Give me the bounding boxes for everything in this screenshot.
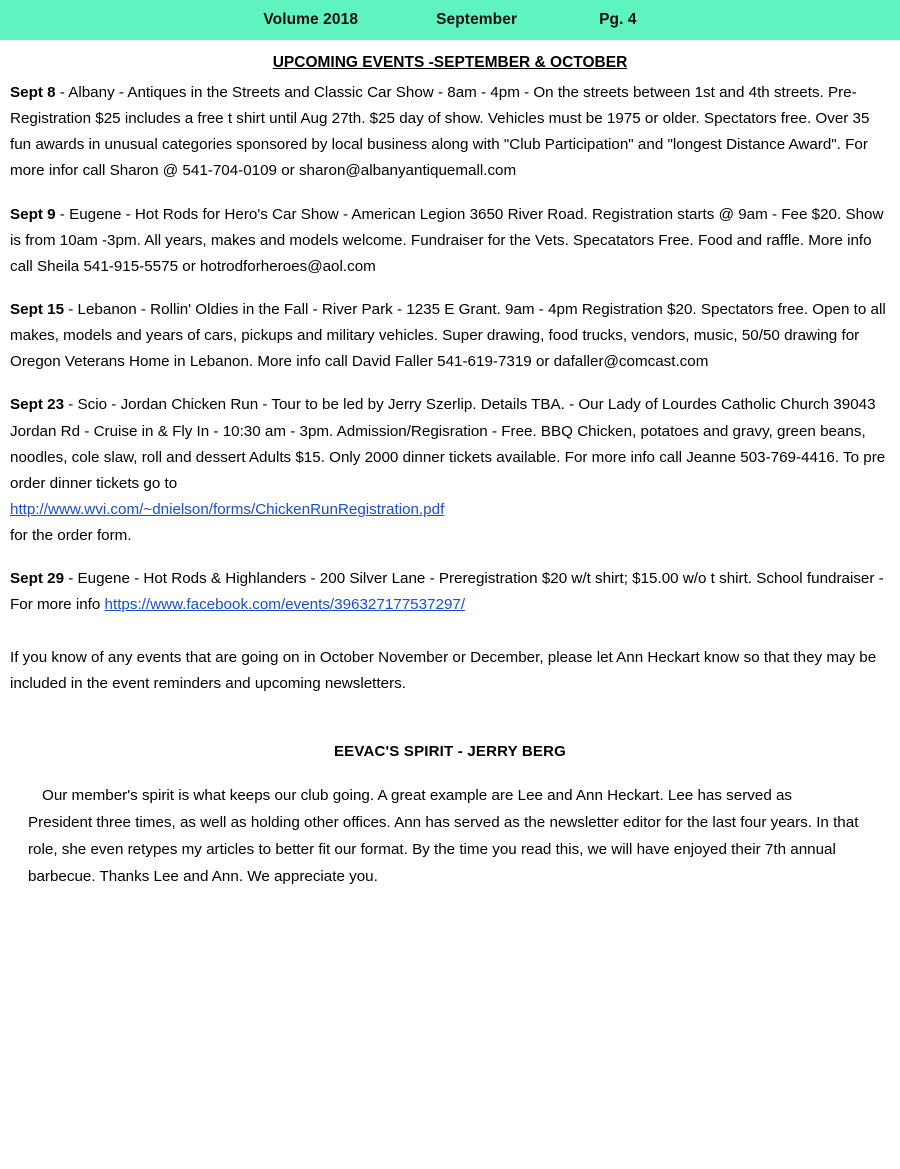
spacer — [10, 697, 890, 743]
chicken-run-registration-link[interactable]: http://www.wvi.com/~dnielson/forms/ChickenRunRegistration.pdf — [10, 500, 445, 518]
facebook-event-link[interactable]: https://www.facebook.com/events/396327177537297/ — [104, 596, 466, 614]
event-text: - Eugene - Hot Rods & Highlanders - 200 Silver Lane - Preregistration $20 w/t shirt; $15.00 w/o t shirt. School fundraiser - For more info — [10, 570, 884, 614]
event-date: Sept 23 — [10, 396, 65, 414]
event-text: - Scio - Jordan Chicken Run - Tour to be led by Jerry Szerlip. Details TBA. - Our Lady of Lourdes Catholic Church 39043 Jordan Rd - Cruise in & Fly In - 10:30 am - 3pm. Admission/Regisration - Free. BBQ Chicken, potatoes and gravy, green beans, noodles, cole slaw, roll and dessert Adults $15. Only 2000 dinner tickets available. For more info call Jeanne 503-769-4416. To pre order dinner tickets go to — [10, 396, 886, 492]
events-closing-note: If you know of any events that are going on in October November or December, please let Ann Heckart know so that they may be included in the event reminders and upcoming newsletters. — [10, 648, 877, 692]
header-inner — [263, 11, 636, 29]
event-text: - Lebanon - Rollin' Oldies in the Fall - River Park - 1235 E Grant. 9am - 4pm Registration $20. Spectators free. Open to all makes, models and years of cars, pickups and military vehicles. Super drawing, food trucks, vendors, music, 50/50 drawing for Oregon Veterans Home in Lebanon. More info call David Faller 541-619-7319 or dafaller@comcast.com — [10, 300, 886, 371]
spirit-section-title: EEVAC'S SPIRIT - JERRY BERG — [333, 742, 567, 760]
events-section-title: UPCOMING EVENTS -SEPTEMBER & OCTOBER — [272, 54, 628, 71]
event-text: - Albany - Antiques in the Streets and Classic Car Show - 8am - 4pm - On the streets between 1st and 4th streets. Pre-Registration $25 includes a free t shirt until Aug 27th. $25 day of show. Vehicles must be 1975 or older. Spectators free. Over 35 fun awards in unusual categories sponsored by local business along with "Club Participation" and "longest Distance Award". For more infor call Sharon @ 541-704-0109 or sharon@albanyantiquemall.com — [10, 84, 870, 180]
event-item — [10, 566, 890, 618]
header-month: September — [436, 11, 518, 28]
event-item — [10, 392, 890, 549]
event-text-after: for the order form. — [10, 527, 132, 545]
event-text: - Eugene - Hot Rods for Hero's Car Show - American Legion 3650 River Road. Registration starts @ 9am - Fee $20. Show is from 10am -3pm. All years, makes and models welcome. Fundraiser for the Vets. Specatators Free. Food and raffle. More info call Sheila 541-915-5575 or hotrodforheroes@aol.com — [10, 205, 884, 275]
event-item — [10, 297, 890, 375]
header-volume: Volume 2018 — [263, 11, 359, 28]
page-content — [0, 54, 900, 890]
header-page-number: Pg. 4 — [599, 11, 637, 28]
event-date: Sept 15 — [10, 300, 65, 318]
event-date: Sept 9 — [10, 205, 56, 223]
page-header-bar — [0, 0, 900, 40]
event-date: Sept 8 — [10, 84, 56, 101]
event-date: Sept 29 — [10, 570, 65, 588]
spirit-section-body: Our member's spirit is what keeps our club going. A great example are Lee and Ann Heckart. Lee has served as President three times, as well as holding other offices. Ann has served as the newsletter editor for the last four years. In that role, she even retypes my articles to better fit our format. By the time you read this, we will have enjoyed their 7th annual barbecue. Thanks Lee and Ann. We appreciate you. — [28, 786, 859, 885]
spacer — [10, 619, 890, 645]
event-item — [10, 80, 890, 185]
event-item — [10, 202, 890, 280]
